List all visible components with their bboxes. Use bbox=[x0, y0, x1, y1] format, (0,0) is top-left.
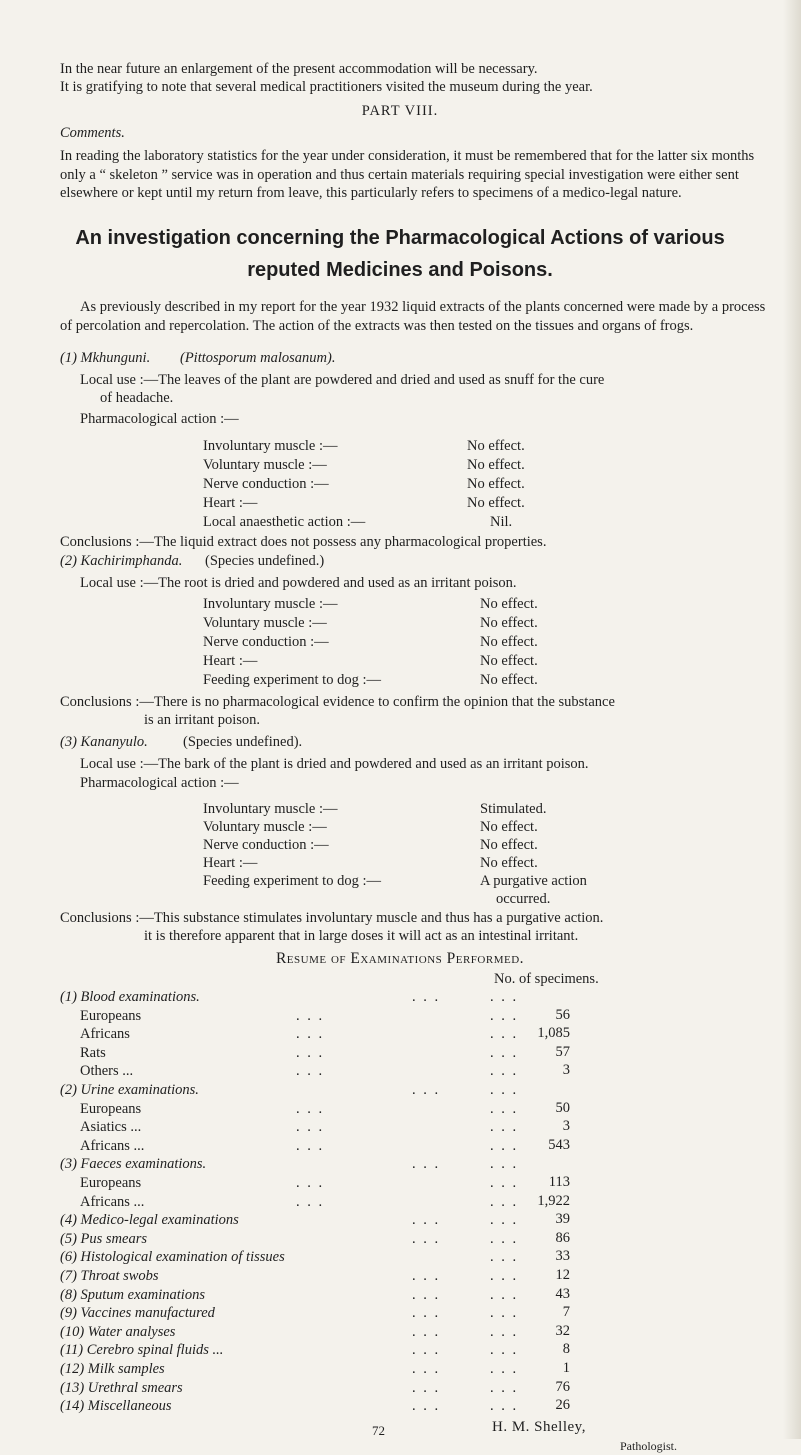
plant2-test-label: Heart :— bbox=[203, 653, 258, 669]
leader-dots: . . . bbox=[490, 1082, 519, 1098]
leader-dots: . . . bbox=[490, 1287, 519, 1303]
leader-dots: . . . bbox=[490, 1231, 519, 1247]
resume-row-label: (8) Sputum examinations bbox=[60, 1287, 205, 1303]
plant3-species: (Species undefined). bbox=[183, 734, 303, 750]
comments-paragraph: In reading the laboratory statistics for the year under consideration, it must be remembered that for the latter six months only a “ skeleton ” service was in operation and thus certain materials requiring special investigation were either sent elsewhere or kept until my return from leave, this particularly refers to specimens of a medico-legal nature. bbox=[60, 148, 755, 201]
leader-dots: . . . bbox=[412, 1212, 441, 1228]
leader-dots: . . . bbox=[490, 1194, 519, 1210]
plant3-result-continued: occurred. bbox=[496, 891, 551, 907]
intro-line-1: In the near future an enlargement of the present accommodation will be necessary. bbox=[60, 61, 538, 77]
plant1-test-result: Nil. bbox=[490, 514, 513, 530]
part-title: PART VIII. bbox=[361, 103, 439, 119]
resume-row-value: 7 bbox=[562, 1304, 570, 1320]
investigation-intro: As previously described in my report for the year 1932 liquid extracts of the plants concerned were made by a process of percolation and repercolation. The action of the extracts was then tested on the tissues and organs of frogs. bbox=[60, 299, 766, 334]
plant3-name: (3) Kananyulo. bbox=[60, 734, 148, 750]
leader-dots: . . . bbox=[296, 1101, 325, 1117]
plant2-test-label: Feeding experiment to dog :— bbox=[203, 672, 381, 688]
leader-dots: . . . bbox=[296, 1138, 325, 1154]
leader-dots: . . . bbox=[490, 1212, 519, 1228]
plant1-local-use-2: of headache. bbox=[100, 390, 174, 406]
leader-dots: . . . bbox=[490, 1156, 519, 1172]
resume-row-label: Asiatics ... bbox=[80, 1119, 142, 1135]
resume-row-label: Others ... bbox=[80, 1063, 134, 1079]
leader-dots: . . . bbox=[296, 1008, 325, 1024]
signature-title: Pathologist. bbox=[620, 1439, 678, 1453]
leader-dots: . . . bbox=[490, 1008, 519, 1024]
leader-dots: . . . bbox=[490, 1119, 519, 1135]
page-edge-shadow bbox=[783, 0, 801, 1439]
resume-row-label: (6) Histological examination of tissues bbox=[60, 1249, 285, 1265]
leader-dots: . . . bbox=[490, 1175, 519, 1191]
plant2-test-label: Voluntary muscle :— bbox=[203, 615, 327, 631]
resume-title: Resume of Examinations Performed. bbox=[275, 950, 525, 967]
plant2-test-result: No effect. bbox=[480, 615, 538, 631]
resume-row-label: Africans ... bbox=[80, 1138, 145, 1154]
leader-dots: . . . bbox=[490, 989, 519, 1005]
plant3-test-label: Involuntary muscle :— bbox=[203, 801, 338, 817]
leader-dots: . . . bbox=[412, 1380, 441, 1396]
leader-dots: . . . bbox=[490, 1361, 519, 1377]
leader-dots: . . . bbox=[412, 1342, 441, 1358]
resume-row-value: 86 bbox=[555, 1230, 570, 1246]
resume-row-value: 1,085 bbox=[537, 1025, 570, 1041]
leader-dots: . . . bbox=[296, 1119, 325, 1135]
plant1-test-label: Local anaesthetic action :— bbox=[203, 514, 366, 530]
resume-row-value: 3 bbox=[562, 1062, 570, 1078]
resume-row-label: Africans ... bbox=[80, 1194, 145, 1210]
resume-row-label: (1) Blood examinations. bbox=[60, 989, 200, 1005]
resume-row-value: 43 bbox=[555, 1286, 570, 1302]
investigation-heading-2: reputed Medicines and Poisons. bbox=[247, 259, 553, 281]
plant1-species: (Pittosporum malosanum). bbox=[180, 350, 336, 366]
plant1-test-label: Heart :— bbox=[203, 495, 258, 511]
plant1-test-label: Involuntary muscle :— bbox=[203, 438, 338, 454]
plant3-test-result: No effect. bbox=[480, 837, 538, 853]
resume-row-value: 113 bbox=[548, 1174, 570, 1190]
plant2-test-result: No effect. bbox=[480, 653, 538, 669]
resume-row-value: 39 bbox=[555, 1211, 570, 1227]
leader-dots: . . . bbox=[490, 1045, 519, 1061]
leader-dots: . . . bbox=[296, 1026, 325, 1042]
plant3-test-label: Feeding experiment to dog :— bbox=[203, 873, 381, 889]
leader-dots: . . . bbox=[490, 1138, 519, 1154]
signature-name: H. M. Shelley, bbox=[492, 1419, 586, 1435]
plant3-test-label: Nerve conduction :— bbox=[203, 837, 329, 853]
leader-dots: . . . bbox=[490, 1026, 519, 1042]
plant2-conclusions-1: Conclusions :—There is no pharmacological evidence to confirm the opinion that the substance bbox=[60, 694, 615, 710]
leader-dots: . . . bbox=[412, 1082, 441, 1098]
plant1-test-result: No effect. bbox=[467, 476, 525, 492]
plant2-local-use: Local use :—The root is dried and powdered and used as an irritant poison. bbox=[80, 575, 517, 591]
resume-row-value: 32 bbox=[555, 1323, 570, 1339]
leader-dots: . . . bbox=[412, 1287, 441, 1303]
leader-dots: . . . bbox=[412, 1324, 441, 1340]
plant3-test-result: No effect. bbox=[480, 855, 538, 871]
plant1-local-use-1: Local use :—The leaves of the plant are powdered and dried and used as snuff for the cure bbox=[80, 372, 605, 388]
resume-row-value: 26 bbox=[555, 1397, 570, 1413]
plant3-pharm-label: Pharmacological action :— bbox=[80, 775, 239, 791]
resume-row-label: Africans bbox=[80, 1026, 130, 1042]
part-subtitle: Comments. bbox=[60, 125, 125, 141]
plant1-test-result: No effect. bbox=[467, 495, 525, 511]
plant3-test-result: A purgative action bbox=[480, 873, 587, 889]
resume-row-label: (14) Miscellaneous bbox=[60, 1398, 172, 1414]
resume-row-value: 543 bbox=[548, 1137, 570, 1153]
resume-row-label: (12) Milk samples bbox=[60, 1361, 165, 1377]
plant3-conclusions-1: Conclusions :—This substance stimulates involuntary muscle and thus has a purgative action. bbox=[60, 910, 604, 926]
leader-dots: . . . bbox=[296, 1063, 325, 1079]
plant2-test-label: Nerve conduction :— bbox=[203, 634, 329, 650]
leader-dots: . . . bbox=[490, 1268, 519, 1284]
leader-dots: . . . bbox=[412, 1305, 441, 1321]
resume-row-value: 57 bbox=[555, 1044, 570, 1060]
resume-row-value: 1 bbox=[562, 1360, 570, 1376]
plant2-conclusions-2: is an irritant poison. bbox=[144, 712, 260, 728]
leader-dots: . . . bbox=[490, 1380, 519, 1396]
resume-row-label: Rats bbox=[80, 1045, 106, 1061]
plant1-test-result: No effect. bbox=[467, 438, 525, 454]
resume-row-label: (9) Vaccines manufactured bbox=[60, 1305, 215, 1321]
resume-row-label: (2) Urine examinations. bbox=[60, 1082, 199, 1098]
resume-row-label: Europeans bbox=[80, 1008, 142, 1024]
plant1-conclusions: Conclusions :—The liquid extract does not possess any pharmacological properties. bbox=[60, 534, 547, 550]
plant1-name: (1) Mkhunguni. bbox=[60, 350, 151, 366]
leader-dots: . . . bbox=[412, 989, 441, 1005]
resume-row-label: (4) Medico-legal examinations bbox=[60, 1212, 239, 1228]
plant2-test-result: No effect. bbox=[480, 672, 538, 688]
leader-dots: . . . bbox=[296, 1045, 325, 1061]
plant1-test-result: No effect. bbox=[467, 457, 525, 473]
resume-column-header: No. of specimens. bbox=[494, 971, 599, 987]
resume-row-label: (5) Pus smears bbox=[60, 1231, 147, 1247]
plant2-name: (2) Kachirimphanda. bbox=[60, 553, 183, 569]
resume-row-label: (7) Throat swobs bbox=[60, 1268, 159, 1284]
leader-dots: . . . bbox=[296, 1194, 325, 1210]
resume-row-value: 8 bbox=[562, 1341, 570, 1357]
leader-dots: . . . bbox=[490, 1063, 519, 1079]
resume-row-value: 12 bbox=[555, 1267, 570, 1283]
plant1-test-label: Nerve conduction :— bbox=[203, 476, 329, 492]
plant3-test-result: No effect. bbox=[480, 819, 538, 835]
plant3-test-result: Stimulated. bbox=[480, 801, 547, 817]
leader-dots: . . . bbox=[490, 1324, 519, 1340]
intro-line-2: It is gratifying to note that several medical practitioners visited the museum during the year. bbox=[60, 79, 593, 95]
plant1-pharm-label: Pharmacological action :— bbox=[80, 411, 239, 427]
plant3-conclusions-2: it is therefore apparent that in large doses it will act as an intestinal irritant. bbox=[144, 928, 579, 944]
leader-dots: . . . bbox=[412, 1398, 441, 1414]
leader-dots: . . . bbox=[490, 1249, 519, 1265]
resume-row-value: 50 bbox=[555, 1100, 570, 1116]
resume-row-value: 33 bbox=[555, 1248, 570, 1264]
resume-row-label: (13) Urethral smears bbox=[60, 1380, 183, 1396]
leader-dots: . . . bbox=[412, 1268, 441, 1284]
resume-row-value: 76 bbox=[555, 1379, 570, 1395]
leader-dots: . . . bbox=[412, 1361, 441, 1377]
leader-dots: . . . bbox=[296, 1175, 325, 1191]
plant2-test-label: Involuntary muscle :— bbox=[203, 596, 338, 612]
plant2-species: (Species undefined.) bbox=[205, 553, 325, 569]
leader-dots: . . . bbox=[412, 1156, 441, 1172]
resume-row-value: 56 bbox=[555, 1007, 570, 1023]
plant3-test-label: Heart :— bbox=[203, 855, 258, 871]
leader-dots: . . . bbox=[490, 1305, 519, 1321]
resume-row-label: (11) Cerebro spinal fluids ... bbox=[60, 1342, 224, 1358]
plant3-local-use: Local use :—The bark of the plant is dried and powdered and used as an irritant poison. bbox=[80, 756, 589, 772]
plant3-test-label: Voluntary muscle :— bbox=[203, 819, 327, 835]
plant1-test-label: Voluntary muscle :— bbox=[203, 457, 327, 473]
resume-row-value: 3 bbox=[562, 1118, 570, 1134]
leader-dots: . . . bbox=[412, 1231, 441, 1247]
resume-row-label: Europeans bbox=[80, 1101, 142, 1117]
leader-dots: . . . bbox=[490, 1398, 519, 1414]
plant2-test-result: No effect. bbox=[480, 634, 538, 650]
resume-row-label: (3) Faeces examinations. bbox=[60, 1156, 207, 1172]
resume-row-label: (10) Water analyses bbox=[60, 1324, 176, 1340]
leader-dots: . . . bbox=[490, 1101, 519, 1117]
page-number: 72 bbox=[372, 1423, 385, 1438]
resume-row-label: Europeans bbox=[80, 1175, 142, 1191]
investigation-heading-1: An investigation concerning the Pharmacological Actions of various bbox=[75, 227, 725, 249]
resume-row-value: 1,922 bbox=[537, 1193, 570, 1209]
leader-dots: . . . bbox=[490, 1342, 519, 1358]
plant2-test-result: No effect. bbox=[480, 596, 538, 612]
